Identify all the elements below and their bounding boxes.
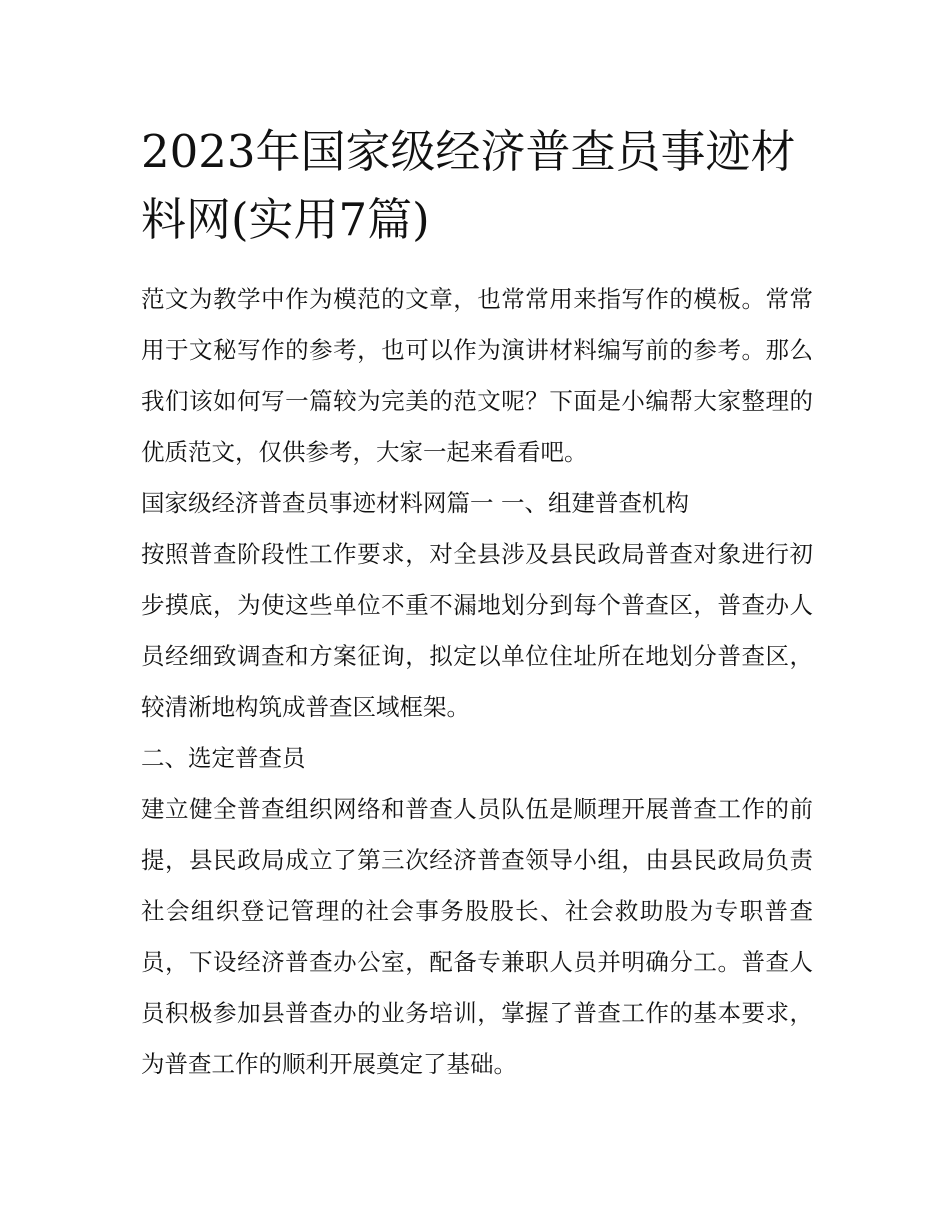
section-heading-1: 国家级经济普查员事迹材料网篇一 一、组建普查机构 xyxy=(141,489,689,517)
document-content xyxy=(141,118,813,1090)
document-body xyxy=(141,274,813,1090)
document-title: 2023年国家级经济普查员事迹材料网(实用7篇) xyxy=(141,125,796,246)
section-heading-2: 二、选定普查员 xyxy=(141,744,306,772)
body-paragraph-1: 按照普查阶段性工作要求，对全县涉及县民政局普查对象进行初步摸底，为使这些单位不重不漏地划分到每个普查区，普查办人员经细致调查和方案征询，拟定以单位住址所在地划分普查区，较清淅地构筑成普查区域框架。 xyxy=(141,540,813,721)
body-paragraph-2: 建立健全普查组织网络和普查人员队伍是顺理开展普查工作的前提，县民政局成立了第三次经济普查领导小组，由县民政局负责社会组织登记管理的社会事务股股长、社会救助股为专职普查员，下设经济普查办公室，配备专兼职人员并明确分工。普查人员积极参加县普查办的业务培训，掌握了普查工作的基本要求，为普查工作的顺利开展奠定了基础。 xyxy=(141,795,813,1078)
intro-paragraph: 范文为教学中作为模范的文章，也常常用来指写作的模板。常常用于文秘写作的参考，也可以作为演讲材料编写前的参考。那么我们该如何写一篇较为完美的范文呢？下面是小编帮大家整理的优质范文，仅供参考，大家一起来看看吧。 xyxy=(141,285,813,466)
